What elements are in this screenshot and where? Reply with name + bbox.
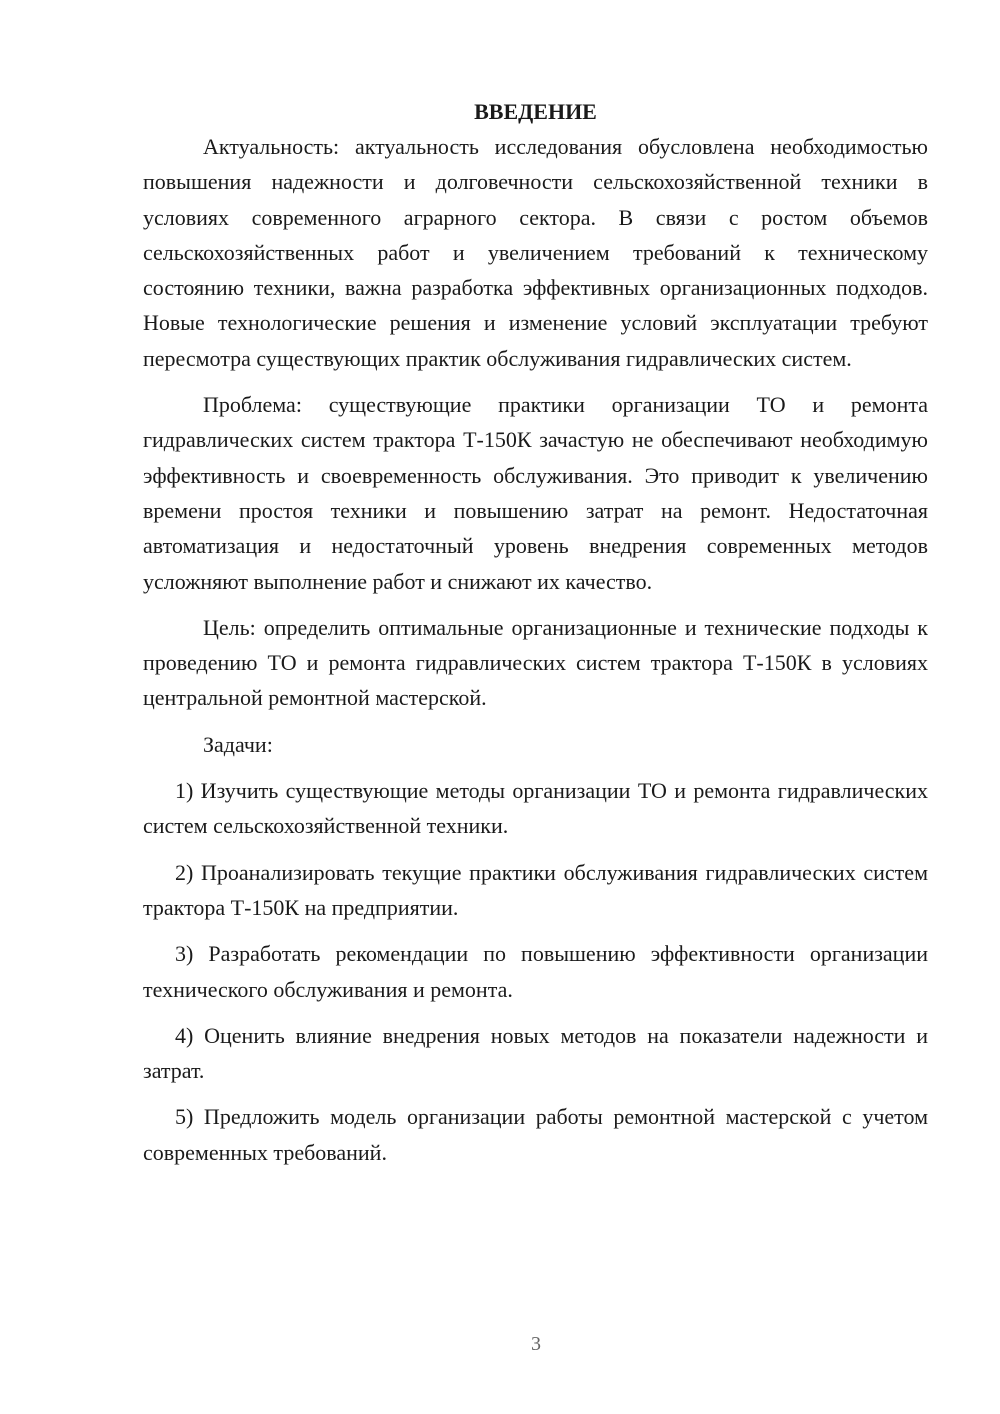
task-item-4: 4) Оценить влияние внедрения новых методов на показатели надежности и затрат.	[143, 1022, 928, 1084]
task-item-1: 1) Изучить существующие методы организации ТО и ремонта гидравлических систем сельскохозяйственной техники.	[143, 778, 928, 839]
task-item-5: 5) Предложить модель организации работы ремонтной мастерской с учетом современных требований.	[143, 1104, 928, 1165]
paragraph-tasks-heading: Задачи:	[203, 731, 273, 757]
page-body	[143, 94, 928, 1170]
section-title: ВВЕДЕНИЕ	[474, 99, 597, 124]
paragraph-problem: Проблема: существующие практики организации ТО и ремонта гидравлических систем трактора Т-150К зачастую не обеспечивают необходимую эффективность и своевременность обслуживания. Это приводит к увеличению времени простоя техники и повышению затрат на ремонт. Недостаточная автоматизация и недостаточный уровень внедрения современных методов усложняют выполнение работ и снижают их качество.	[143, 392, 928, 594]
page-number: 3	[531, 1333, 541, 1355]
task-item-3: 3) Разработать рекомендации по повышению эффективности организации технического обслуживания и ремонта.	[143, 941, 928, 1002]
paragraph-goal: Цель: определить оптимальные организационные и технические подходы к проведению ТО и ремонта гидравлических систем трактора Т-150К в условиях центральной ремонтной мастерской.	[143, 614, 928, 711]
paragraph-relevance: Актуальность: актуальность исследования обусловлена необходимостью повышения надежности и долговечности сельскохозяйственной техники в условиях современного аграрного сектора. В связи с ростом объемов сельскохозяйственных работ и увеличением требований к техническому состоянию техники, важна разработка эффективных организационных подходов. Новые технологические решения и изменение условий эксплуатации требуют пересмотра существующих практик обслуживания гидравлических систем.	[143, 134, 928, 371]
task-item-2: 2) Проанализировать текущие практики обслуживания гидравлических систем трактора Т-150К на предприятии.	[143, 859, 928, 920]
